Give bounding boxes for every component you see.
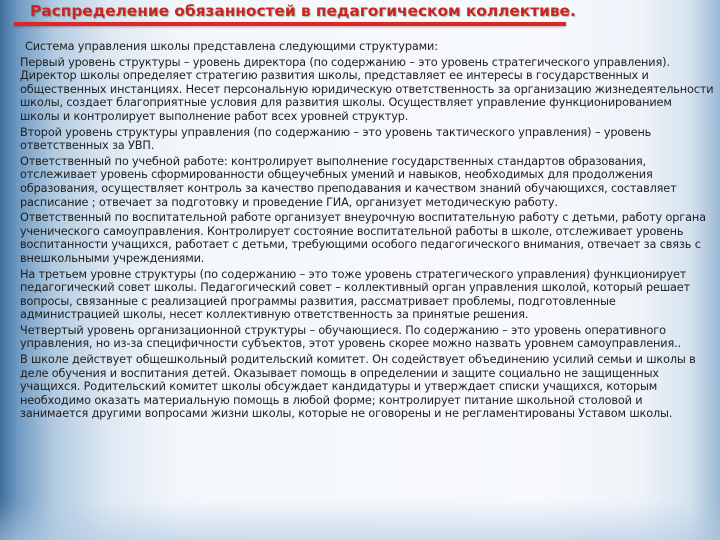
paragraph-educational-lead: Ответственный по воспитательной работе организует внеурочную воспитательную работу с детьми, работу органа ученического самоуправления. Контролирует состояние воспитательной работы в школе, отслеживает уровень воспитанности учащихся, работает с детьми, требующими особого педагогического внимания, отвечает за связь с внешкольными учреждениями. (20, 211, 706, 265)
title-underline (14, 22, 566, 26)
slide-body (20, 40, 714, 423)
paragraph-level-3: На третьем уровне структуры (по содержанию – это тоже уровень стратегического управления) функционирует педагогический совет школы. Педагогический совет – коллективный орган управления школой, который решает вопросы, связанные с реализацией программы развития, рассматривает проблемы, подготовленные администрацией школы, несет коллективную ответственность за принятые решения. (20, 267, 691, 322)
slide-title: Распределение обязанностей в педагогическом коллективе. (30, 2, 576, 20)
paragraph-level-1: Первый уровень структуры – уровень директора (по содержанию – это уровень стратегического управления). Директор школы определяет стратегию развития школы, представляет ее интересы в государственных и общественных инстанциях. Несет персональную юридическую ответственность за организацию жизнедеятельности школы, создает благоприятные условия для развития школы. Осуществляет управление функционированием школы и контролирует выполнение работ всех уровней структур. (20, 55, 714, 123)
paragraph-level-2: Второй уровень структуры управления (по содержанию – это уровень тактического управления) – уровень ответственных за УВП. (20, 125, 652, 153)
paragraph-level-4: Четвертый уровень организационной структуры – обучающиеся. По содержанию – это уровень оперативного управления, но из-за специфичности субъектов, этот уровень скорее можно назвать уровнем самоуправления.. (20, 323, 682, 351)
paragraph-parent-committee: В школе действует общешкольный родительский комитет. Он содействует объединению усилий семьи и школы в деле обучения и воспитания детей. Оказывает помощь в определении и защите социально не защищенных учащихся. Родительский комитет школы обсуждает кандидатуры и утверждает списки учащихся, которым необходимо оказать материальную помощь в любой форме; контролирует питание школьной столовой и занимается другими вопросами жизни школы, которые не оговорены и не регламентированы Уставом школы. (20, 353, 696, 421)
paragraph-academic-lead: Ответственный по учебной работе: контролирует выполнение государственных стандартов образования, отслеживает уровень сформированности общеучебных умений и навыков, необходимых для продолжения образования, осуществляет контроль за качество преподавания и качеством знаний обучающихся, составляет расписание ; отвечает за подготовку и проведение ГИА, организует методическую работу. (20, 154, 677, 209)
paragraph-intro: Система управления школы представлена следующими структурами: (25, 40, 438, 53)
title-bar (0, 0, 720, 30)
